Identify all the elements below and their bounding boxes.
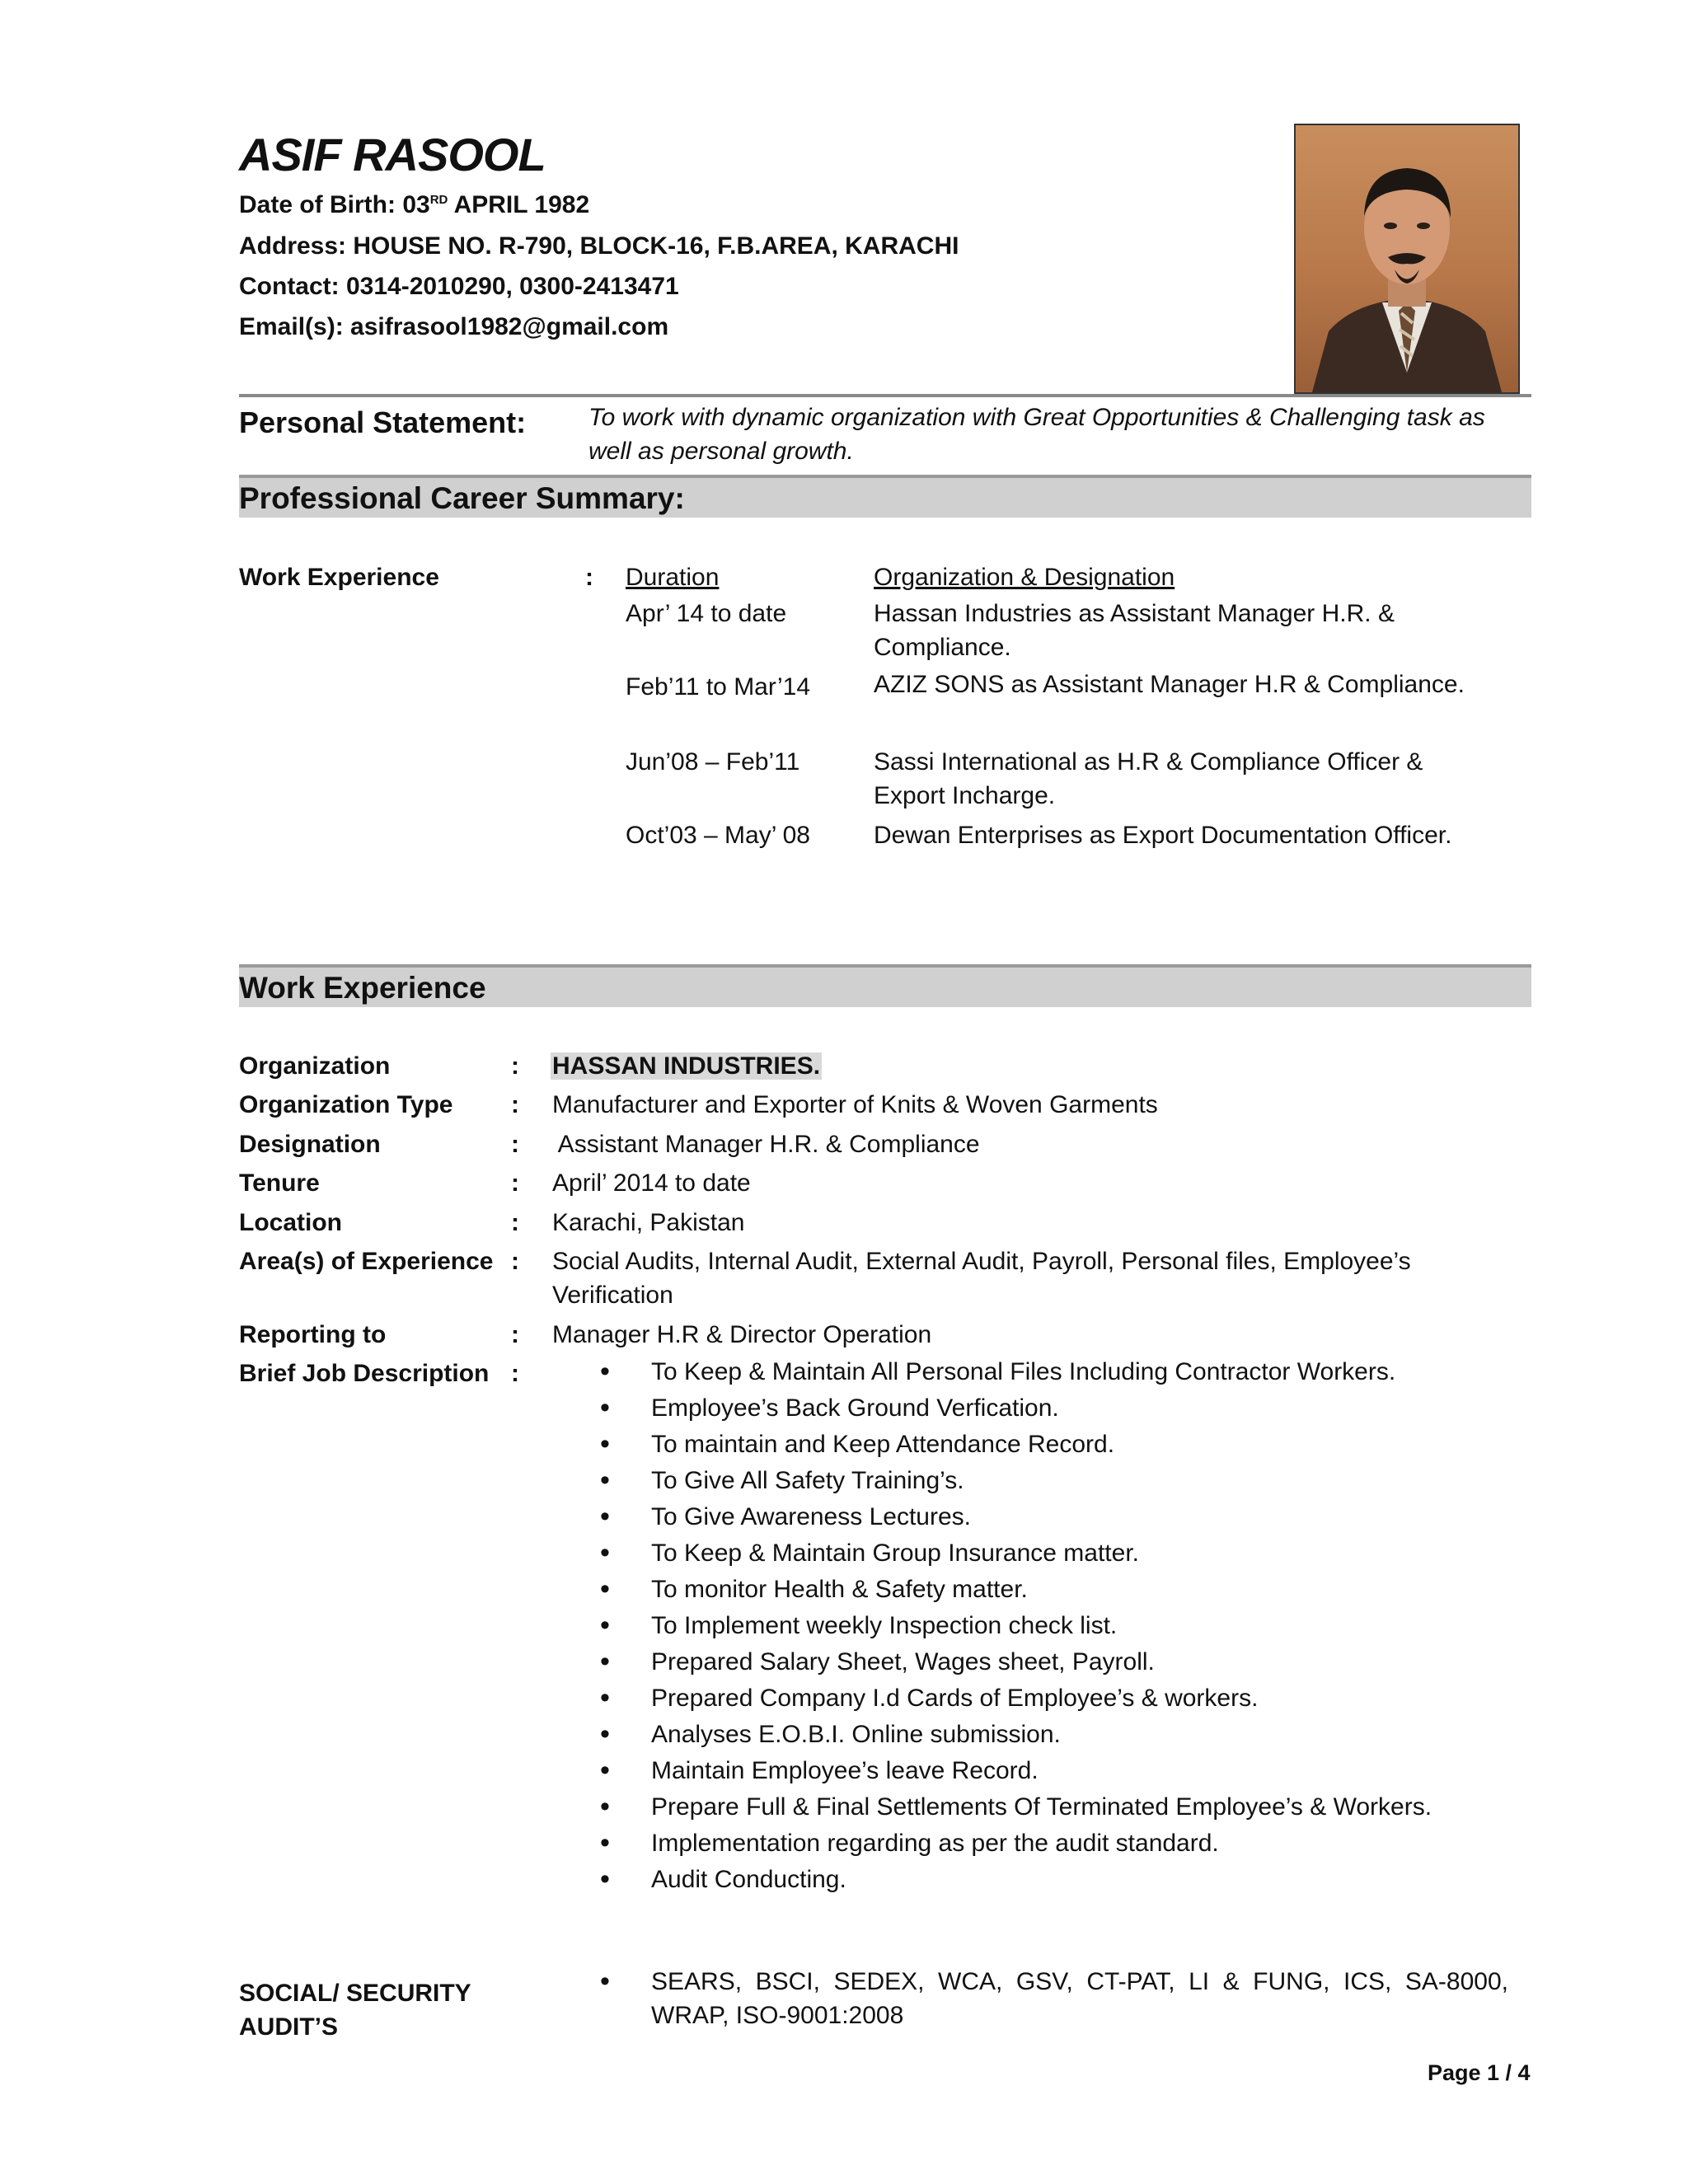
job-description-item: • To Give All Safety Training’s. xyxy=(600,1464,964,1497)
field-value-organization: HASSAN INDUSTRIES. xyxy=(552,1052,821,1080)
contact: Contact: 0314-2010290, 0300-2413471 xyxy=(239,273,679,300)
address: Address: HOUSE NO. R-790, BLOCK-16, F.B.AREA, KARACHI xyxy=(239,232,959,260)
job-description-item: • To monitor Health & Safety matter. xyxy=(600,1572,1028,1606)
summary-duration: Apr’ 14 to date xyxy=(626,600,787,627)
summary-organization: Dewan Enterprises as Export Documentation Officer. xyxy=(874,822,1452,849)
summary-organization: AZIZ SONS as Assistant Manager H.R & Compliance. xyxy=(874,671,1465,698)
date-of-birth: Date of Birth: 03RD APRIL 1982 xyxy=(239,191,590,218)
field-label: Brief Job Description xyxy=(239,1360,490,1387)
personal-statement-text: To work with dynamic organization with Great Opportunities & Challenging task as well as personal growth. xyxy=(588,404,1485,465)
career-summary-band xyxy=(239,475,1531,518)
career-summary-colon: : xyxy=(585,564,593,591)
field-label: Reporting to xyxy=(239,1321,387,1348)
field-value: Manager H.R & Director Operation xyxy=(552,1321,932,1348)
summary-organization: Hassan Industries as Assistant Manager H.R. & Compliance. xyxy=(874,600,1395,661)
field-value: Assistant Manager H.R. & Compliance xyxy=(552,1131,980,1158)
work-experience-band xyxy=(239,964,1531,1007)
job-description-item: • To Keep & Maintain All Personal Files Including Contractor Workers. xyxy=(600,1355,1395,1389)
field-colon: : xyxy=(511,1169,519,1197)
field-colon: : xyxy=(511,1091,519,1118)
work-experience-title: Work Experience xyxy=(239,971,486,1005)
field-value: April’ 2014 to date xyxy=(552,1169,751,1197)
social-audits-label-line2: AUDIT’S xyxy=(239,2013,338,2041)
field-colon: : xyxy=(511,1248,519,1275)
job-description-item: • To Implement weekly Inspection check list. xyxy=(600,1609,1117,1643)
field-value: Karachi, Pakistan xyxy=(552,1209,745,1236)
email: Email(s): asifrasool1982@gmail.com xyxy=(239,313,669,340)
field-label: Tenure xyxy=(239,1169,320,1197)
field-colon: : xyxy=(511,1360,519,1387)
field-label: Location xyxy=(239,1209,342,1236)
job-description-item: • To maintain and Keep Attendance Record. xyxy=(600,1427,1114,1461)
job-description-item: • Prepared Company I.d Cards of Employee’s & workers. xyxy=(600,1681,1258,1715)
social-audits-item: • SEARS, BSCI, SEDEX, WCA, GSV, CT-PAT, LI & FUNG, ICS, SA-8000, WRAP, ISO-9001:2008 xyxy=(600,1965,1515,2032)
summary-duration: Jun’08 – Feb’11 xyxy=(626,748,800,776)
field-colon: : xyxy=(511,1321,519,1348)
job-description-item: • To Give Awareness Lectures. xyxy=(600,1500,971,1534)
job-description-item: • Audit Conducting. xyxy=(600,1863,846,1896)
field-label: Organization xyxy=(239,1052,391,1080)
candidate-name: ASIF RASOOL xyxy=(239,129,546,180)
career-summary-title: Professional Career Summary: xyxy=(239,481,685,515)
summary-duration: Oct’03 – May’ 08 xyxy=(626,822,810,849)
profile-photo xyxy=(1294,124,1520,394)
portrait-image xyxy=(1296,125,1518,392)
job-description-item: • Analyses E.O.B.I. Online submission. xyxy=(600,1718,1061,1751)
field-value: Social Audits, Internal Audit, External Audit, Payroll, Personal files, Employee’s Verification xyxy=(552,1248,1411,1309)
field-colon: : xyxy=(511,1131,519,1158)
summary-duration: Feb’11 to Mar’14 xyxy=(626,673,811,701)
personal-statement-label: Personal Statement: xyxy=(239,405,527,439)
summary-organization: Sassi International as H.R & Compliance Officer & Export Incharge. xyxy=(874,748,1423,809)
organization-header: Organization & Designation xyxy=(874,564,1175,591)
field-colon: : xyxy=(511,1052,519,1080)
job-description-item: • Prepared Salary Sheet, Wages sheet, Payroll. xyxy=(600,1645,1155,1679)
field-colon: : xyxy=(511,1209,519,1236)
duration-header: Duration xyxy=(626,564,720,591)
field-label: Area(s) of Experience xyxy=(239,1248,494,1275)
field-value: Manufacturer and Exporter of Knits & Woven Garments xyxy=(552,1091,1158,1118)
field-label: Designation xyxy=(239,1131,381,1158)
job-description-item: • Prepare Full & Final Settlements Of Terminated Employee’s & Workers. xyxy=(600,1790,1432,1824)
job-description-item: • Maintain Employee’s leave Record. xyxy=(600,1754,1039,1788)
header-divider xyxy=(239,394,1531,397)
job-description-item: • Implementation regarding as per the audit standard. xyxy=(600,1826,1219,1860)
job-description-item: • Employee’s Back Ground Verfication. xyxy=(600,1391,1059,1425)
field-label: Organization Type xyxy=(239,1091,453,1118)
job-description-item: • To Keep & Maintain Group Insurance matter. xyxy=(600,1536,1139,1570)
page-number: Page 1 / 4 xyxy=(1428,2060,1531,2085)
career-summary-label: Work Experience xyxy=(239,564,439,591)
social-audits-label-line1: SOCIAL/ SECURITY xyxy=(239,1980,471,2007)
